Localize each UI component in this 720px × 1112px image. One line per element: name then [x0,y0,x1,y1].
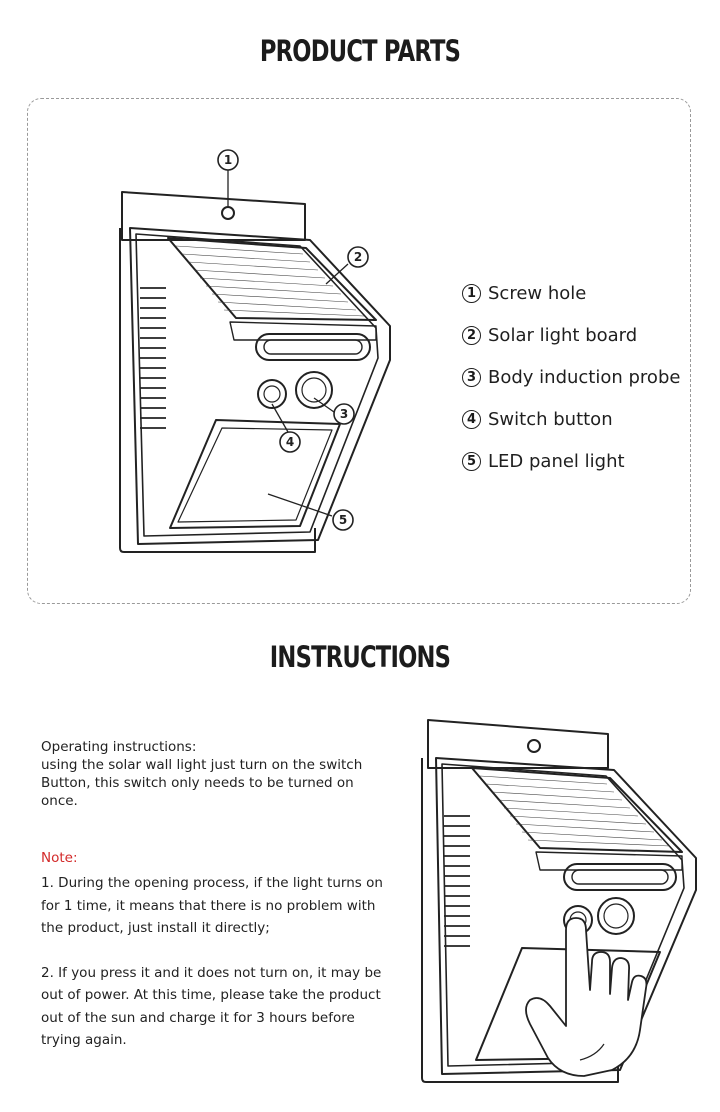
operating-line: using the solar wall light just turn on the switch [41,757,363,773]
product-parts-heading: PRODUCT PARTS [259,34,461,68]
legend-number: 2 [462,326,481,345]
instructions-heading: INSTRUCTIONS [269,640,451,674]
operating-line: Button, this switch only needs to be turned on [41,775,354,791]
callout-4-num: 4 [285,435,295,449]
side-vents [444,816,470,946]
callout-2-num: 2 [353,250,363,264]
led-bar [564,864,676,890]
operating-title: Operating instructions: [41,739,197,755]
note-line: the product, just install it directly; [41,920,270,936]
hand-icon [526,918,646,1076]
legend-label: Switch button [488,408,613,430]
legend-number: 3 [462,368,481,387]
callout-5-num: 5 [338,513,348,527]
callout-3-num: 3 [339,407,349,421]
note-line: for 1 time, it means that there is no problem with [41,897,376,914]
callout-1-num: 1 [223,153,233,167]
legend-number: 1 [462,284,481,303]
note-line: trying again. [41,1032,127,1048]
legend-label: Screw hole [488,282,587,304]
note-line: out of power. At this time, please take the product [41,987,381,1003]
note-label: Note: [41,850,78,866]
legend-label: LED panel light [488,450,625,472]
note-line: 1. During the opening process, if the light turns on [41,875,383,891]
note-line: 2. If you press it and it does not turn on, it may be [41,964,382,981]
legend-label: Body induction probe [488,366,681,388]
operating-line: once. [41,793,78,809]
legend-number: 5 [462,452,481,471]
legend-number: 4 [462,410,481,429]
legend-label: Solar light board [488,324,638,346]
note-line: out of the sun and charge it for 3 hours before [41,1009,355,1026]
screw-hole [528,740,540,752]
